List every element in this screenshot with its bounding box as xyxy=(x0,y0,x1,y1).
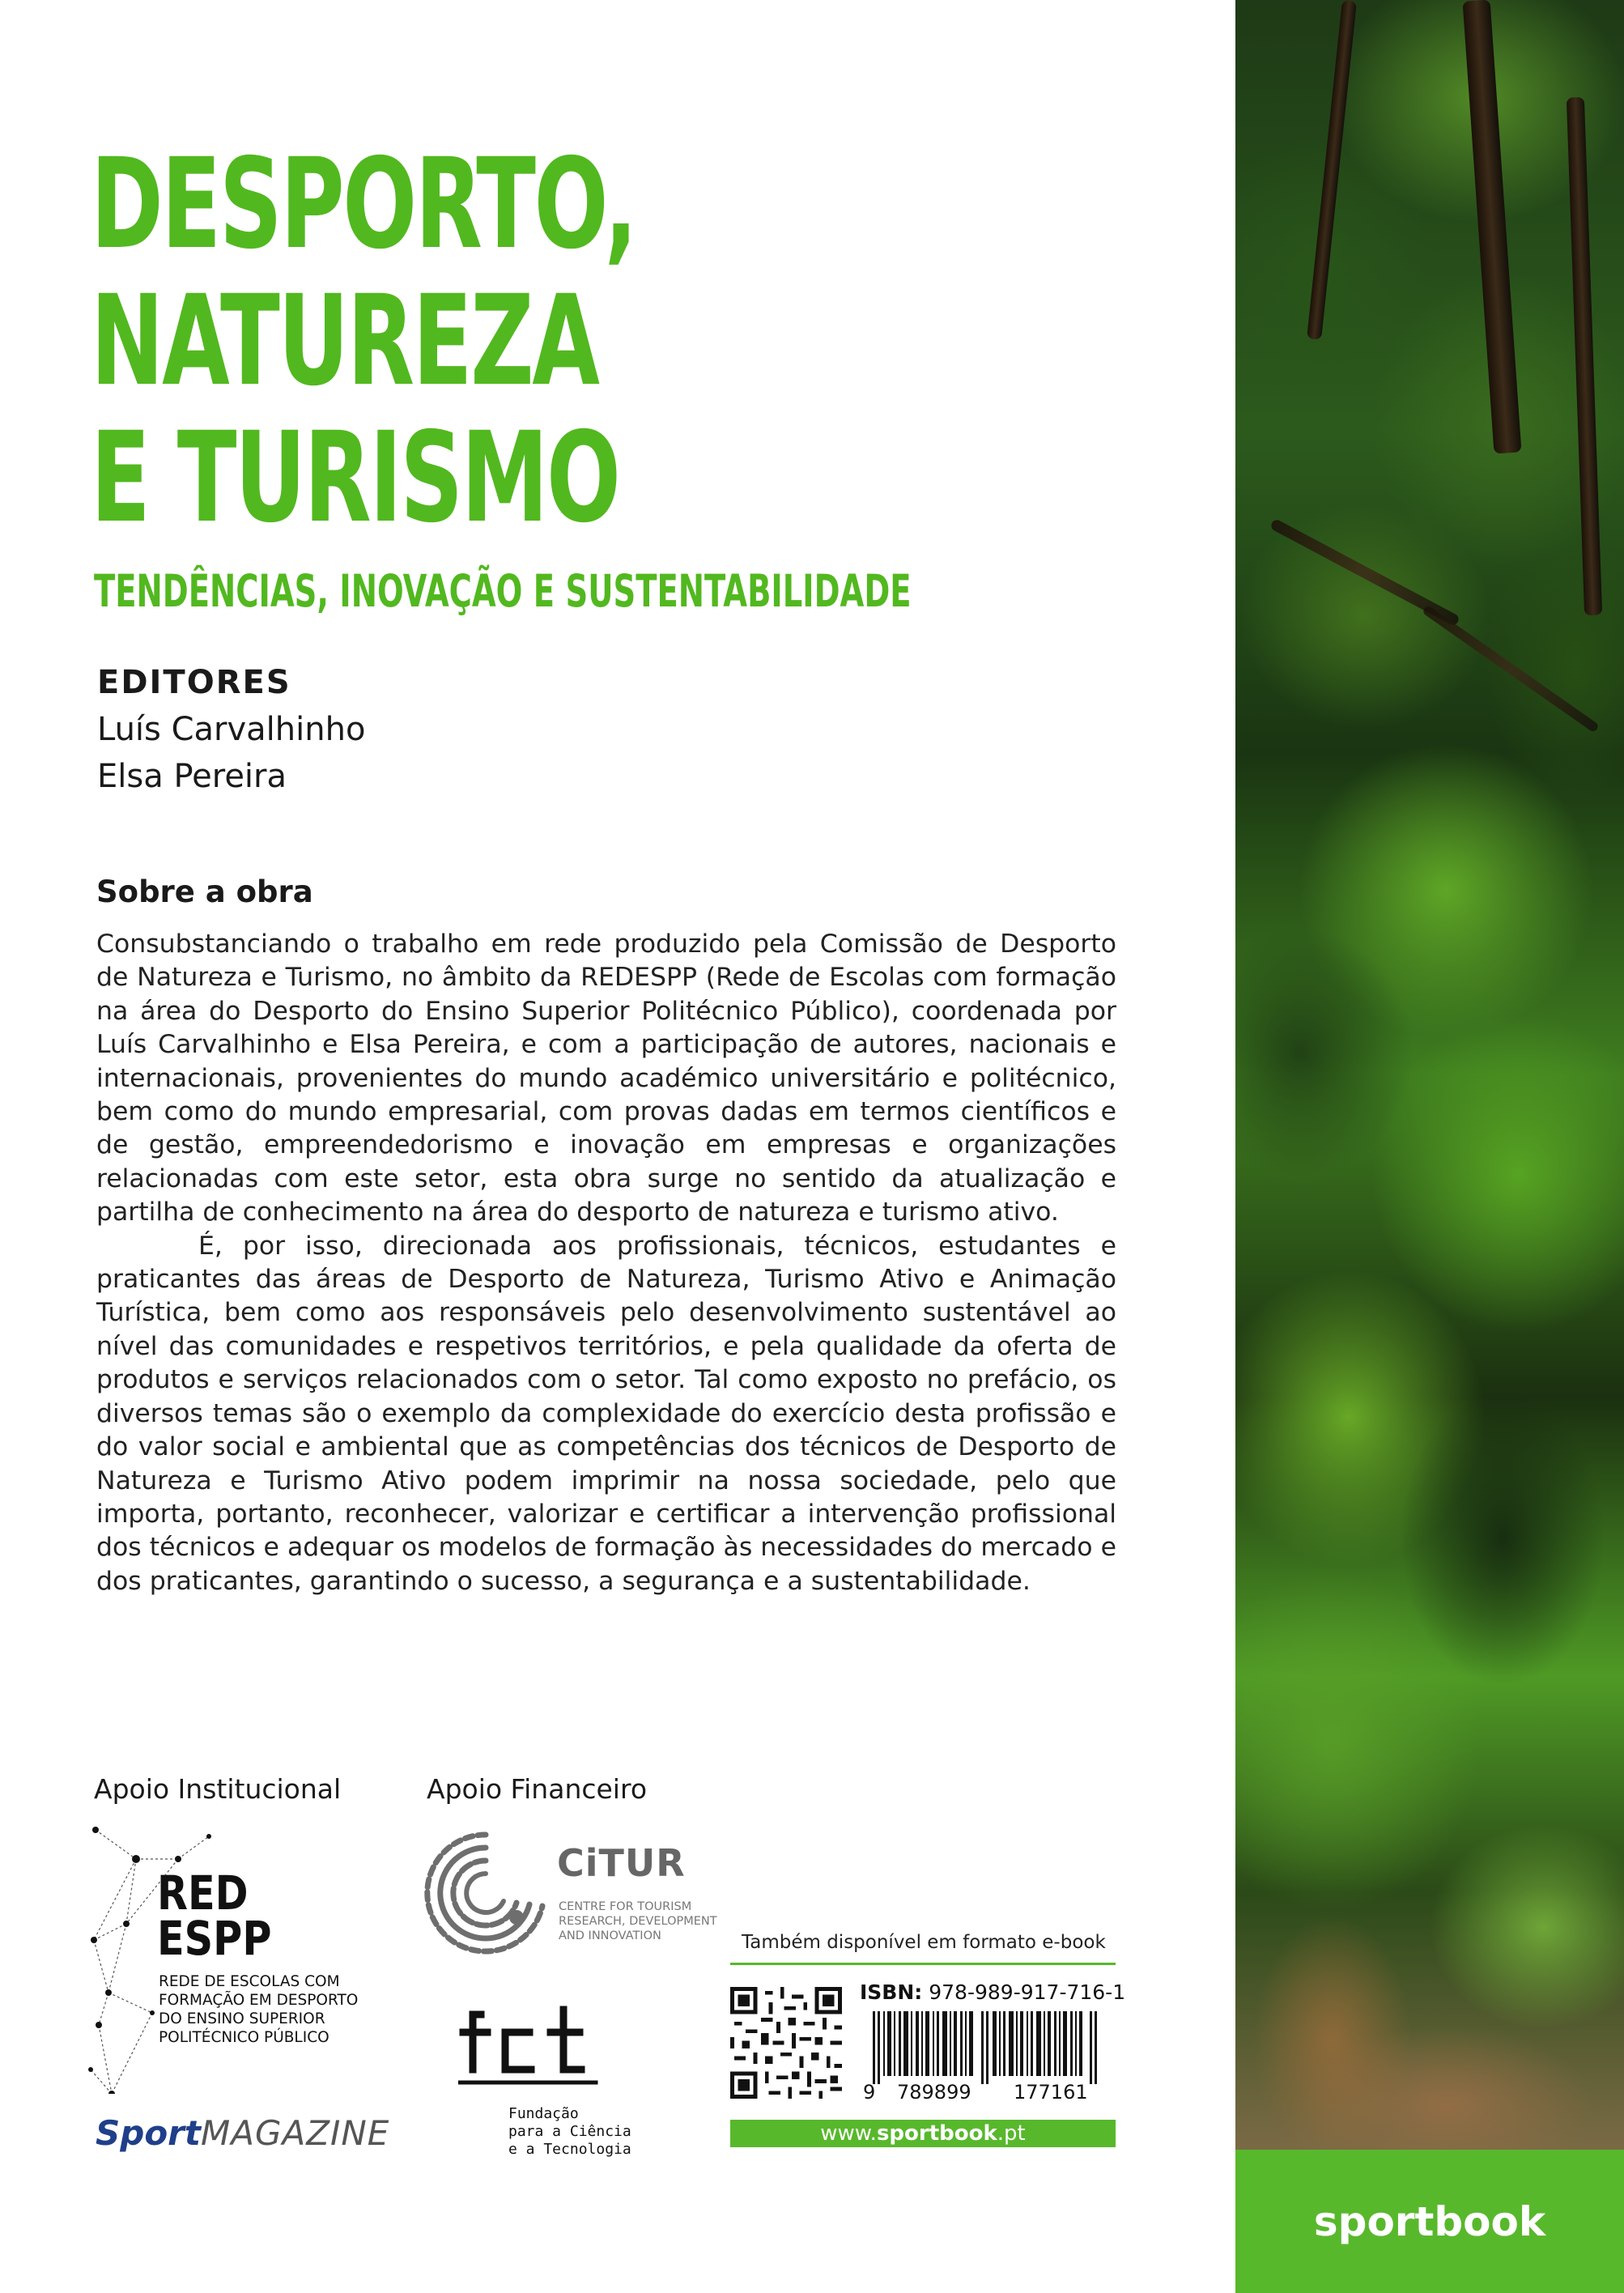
isbn-value: 978-989-917-716-1 xyxy=(929,1980,1126,2004)
about-paragraph: É, por isso, direcionada aos profissionais, técnicos, estudantes e praticantes das áreas de Desporto de Natureza, Turismo Ativo e Animação Turística, bem como aos responsáveis pelo desenvolvimento sustentável ao nível das comunidades e respetivos territórios, e pela qualidade da oferta de produtos e serviços relacionados com o setor. Tal como exposto no prefácio, os diversos temas são o exemplo da complexidade do exercício desta profissão e do valor social e ambiental que as competências dos técnicos de Desporto de Natureza e Turismo Ativo podem imprimir na nossa sociedade, pelo que importa, portanto, reconhecer, valorizar e certificar a intervenção profissional dos técnicos e adequar os modelos de formação às necessidades do mercado e dos praticantes, garantindo o sucesso, a segurança e a sustentabilidade. xyxy=(96,1231,1116,1596)
about-heading: Sobre a obra xyxy=(96,874,313,909)
citur-rings-icon xyxy=(421,1828,551,1958)
fct-logo xyxy=(458,1998,636,2160)
website-suffix: .pt xyxy=(997,2121,1026,2146)
forest-photo xyxy=(1235,0,1624,2150)
editor-name: Elsa Pereira xyxy=(97,758,287,795)
isbn xyxy=(860,1980,1125,2004)
institutional-support-label: Apoio Institucional xyxy=(94,1773,342,1805)
about-body xyxy=(96,928,1116,1598)
magazine-wordmark: MAGAZINE xyxy=(200,2113,390,2153)
redespp-word-espp: ESPP xyxy=(157,1911,272,1966)
editors-label: EDITORES xyxy=(97,664,291,701)
redespp-description: REDE DE ESCOLAS COM FORMAÇÃO EM DESPORTO DO ENSINO SUPERIOR POLITÉCNICO PÚBLICO xyxy=(159,1973,359,2046)
fct-description: Fundação para a Ciência e a Tecnologia xyxy=(508,2105,631,2158)
title-line-2: NATUREZA xyxy=(91,269,598,414)
barcode-digit-group: 177161 xyxy=(1014,2081,1088,2104)
fct-wordmark-icon xyxy=(458,1998,604,2087)
sport-magazine-logo xyxy=(96,2113,389,2153)
barcode-icon xyxy=(873,2011,1098,2084)
qr-code-icon xyxy=(730,1987,842,2099)
website-bar xyxy=(730,2120,1116,2147)
book-subtitle: TENDÊNCIAS, INOVAÇÃO E SUSTENTABILIDADE xyxy=(94,565,912,617)
citur-wordmark: CiTUR xyxy=(557,1841,686,1885)
financial-support-label: Apoio Financeiro xyxy=(427,1773,648,1805)
website-link[interactable] xyxy=(820,2121,1025,2146)
about-paragraph: Consubstanciando o trabalho em rede produzido pela Comissão de Desporto de Natureza e Turismo, no âmbito da REDESPP (Rede de Escolas com formação na área do Desporto do Ensino Superior Politécnico Público), coordenada por Luís Carvalhinho e Elsa Pereira, e com a participação de autores, nacionais e internacionais, provenientes do mundo académico universitário e politécnico, bem como do mundo empresarial, com provas dadas em termos científicos e de gestão, empreendedorismo e inovação em empresas e organizações relacionadas com este setor, esta obra surge no sentido da atualização e partilha de conhecimento na área do desporto de natureza e turismo ativo. xyxy=(96,930,1116,1227)
barcode-digit-group: 9 xyxy=(863,2081,876,2104)
book-title xyxy=(91,132,636,551)
redespp-logo xyxy=(87,1827,359,2094)
citur-logo xyxy=(421,1828,717,1966)
isbn-label: ISBN: xyxy=(860,1980,923,2004)
barcode-digit-group: 789899 xyxy=(897,2081,971,2104)
publisher-bar xyxy=(1235,2150,1624,2293)
title-line-1: DESPORTO, xyxy=(91,132,636,277)
sportbook-logo: sportbook xyxy=(1313,2197,1546,2245)
website-prefix: www. xyxy=(820,2121,877,2146)
editor-name: Luís Carvalhinho xyxy=(97,711,366,748)
redespp-wordmark xyxy=(157,1865,272,1966)
title-line-3: E TURISMO xyxy=(91,406,619,551)
sport-wordmark: Sport xyxy=(96,2113,201,2153)
redespp-word-red: RED xyxy=(157,1865,249,1921)
ebook-note: Também disponível em formato e-book xyxy=(742,1932,1106,1953)
website-brand: sportbook xyxy=(876,2121,997,2146)
divider xyxy=(730,1963,1116,1965)
citur-description: CENTRE FOR TOURISM RESEARCH, DEVELOPMENT AND INNOVATION xyxy=(559,1900,717,1942)
